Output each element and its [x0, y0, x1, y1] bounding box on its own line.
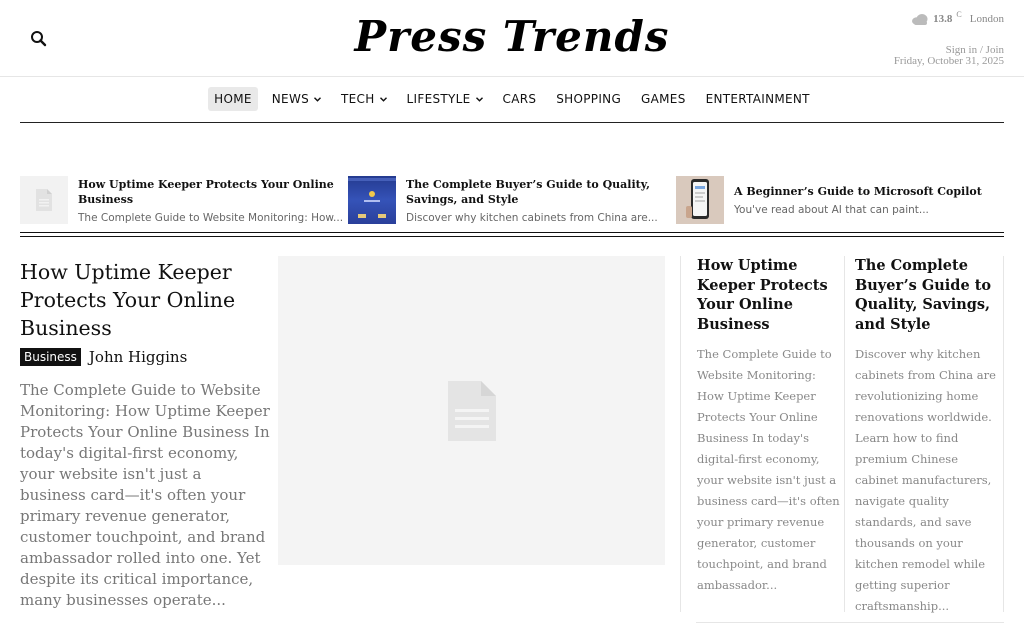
category-badge[interactable]: Business — [20, 348, 81, 366]
nav-label: GAMES — [641, 92, 686, 106]
author-name[interactable]: John Higgins — [88, 348, 188, 366]
document-icon — [34, 188, 54, 212]
side-divider — [696, 622, 1004, 623]
nav-label: HOME — [214, 92, 252, 106]
side-article-title[interactable]: How Uptime Keeper Protects Your Online Business — [697, 257, 828, 333]
trending-title[interactable]: The Complete Buyer’s Guide to Quality, Savings, and Style — [406, 177, 650, 206]
weather-widget — [911, 10, 1004, 25]
chevron-down-icon — [476, 97, 483, 102]
chevron-down-icon — [314, 97, 321, 102]
trending-item[interactable] — [348, 176, 676, 224]
weather-city: London — [969, 13, 1004, 25]
nav-label: TECH — [341, 92, 375, 106]
document-icon — [445, 379, 499, 443]
trending-excerpt: You've read about AI that can paint... — [734, 204, 929, 216]
nav-item-entertainment[interactable] — [700, 87, 816, 111]
nav-item-home[interactable] — [208, 87, 258, 111]
main-nav — [20, 85, 1004, 123]
trending-strip — [20, 176, 1004, 224]
chevron-down-icon — [380, 97, 387, 102]
cloud-icon — [911, 13, 929, 25]
site-header — [0, 0, 1024, 77]
site-logo[interactable]: Press Trends — [354, 12, 670, 61]
trending-title[interactable]: How Uptime Keeper Protects Your Online Business — [78, 177, 334, 206]
signin-link[interactable]: Sign in / Join — [945, 44, 1004, 56]
trending-item[interactable] — [676, 176, 1004, 224]
account-area — [894, 45, 1004, 67]
weather-unit: C — [956, 10, 962, 19]
nav-label: LIFESTYLE — [406, 92, 471, 106]
feature-meta — [20, 348, 187, 366]
current-date: Friday, October 31, 2025 — [893, 55, 1004, 67]
nav-item-lifestyle[interactable] — [401, 87, 489, 111]
nav-item-games[interactable] — [635, 87, 692, 111]
cabinet-image-icon — [348, 176, 396, 224]
section-divider — [20, 232, 1004, 237]
copilot-thumbnail[interactable] — [676, 176, 724, 224]
trending-item[interactable] — [20, 176, 348, 224]
nav-label: SHOPPING — [556, 92, 622, 106]
trending-excerpt: Discover why kitchen cabinets from China are... — [406, 211, 658, 224]
nav-item-cars[interactable] — [497, 87, 543, 111]
weather-temp: 13.8 — [933, 13, 953, 25]
side-article — [844, 256, 1004, 612]
side-article-title[interactable]: The Complete Buyer’s Guide to Quality, Savings, and Style — [855, 257, 992, 333]
trending-title[interactable]: A Beginner’s Guide to Microsoft Copilot — [734, 185, 982, 198]
side-article — [680, 256, 844, 612]
nav-label: CARS — [502, 92, 537, 106]
feature-excerpt: The Complete Guide to Website Monitoring: How Uptime Keeper Protects Your Online Business In today's digital-first economy, your website isn't just a business card—it's often your primary revenue generator, customer touchpoint, and brand ambassador rolled into one. Yet despite its critical importance, many businesses operate... — [20, 381, 270, 609]
nav-item-tech[interactable] — [335, 87, 393, 111]
placeholder-thumbnail[interactable] — [20, 176, 68, 224]
nav-item-shopping[interactable] — [550, 87, 627, 111]
side-articles — [680, 256, 1004, 612]
side-article-excerpt: Discover why kitchen cabinets from China are revolutionizing home renovations worldwide. Learn how to find premium Chinese cabinet manufacturers, navigate quality standards, and save thousands on your kitchen remodel while getting superior craftsmanship... — [855, 347, 996, 613]
trending-excerpt: The Complete Guide to Website Monitoring: How... — [78, 211, 344, 224]
cabinet-thumbnail[interactable] — [348, 176, 396, 224]
nav-item-news[interactable] — [266, 87, 327, 111]
smartphone-icon — [676, 176, 724, 224]
feature-image-placeholder[interactable] — [278, 256, 665, 565]
side-article-excerpt: The Complete Guide to Website Monitoring: How Uptime Keeper Protects Your Online Business In today's digital-first economy, your website isn't just a business card—it's often your primary revenue generator, customer touchpoint, and brand ambassador... — [697, 347, 840, 592]
feature-title[interactable]: How Uptime Keeper Protects Your Online Business — [20, 260, 236, 340]
nav-label: ENTERTAINMENT — [705, 92, 810, 106]
nav-label: NEWS — [271, 92, 310, 106]
